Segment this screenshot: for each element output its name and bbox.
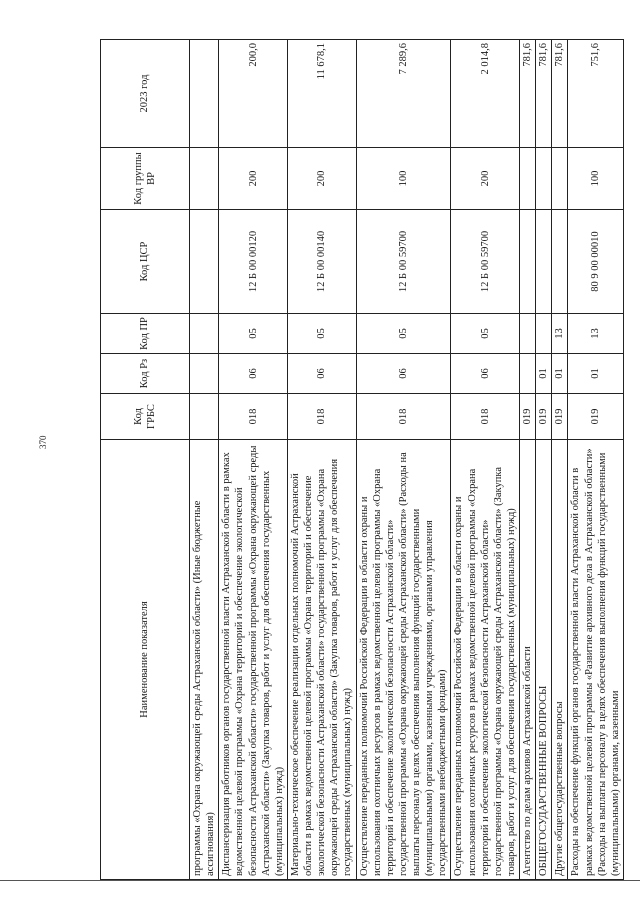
row-amount: 11 678,1 <box>287 40 356 148</box>
row-pr: 13 <box>552 314 568 354</box>
page-number: 370 <box>38 435 48 449</box>
row-vr <box>190 148 219 210</box>
row-rz: 01 <box>552 354 568 394</box>
row-csr <box>536 210 552 314</box>
row-csr: 80 9 00 00010 <box>568 210 624 314</box>
row-pr: 13 <box>568 314 624 354</box>
row-rz: 06 <box>356 354 451 394</box>
row-vr: 200 <box>219 148 288 210</box>
row-rz: 01 <box>536 354 552 394</box>
row-pr: 05 <box>451 314 520 354</box>
row-csr <box>520 210 536 314</box>
row-name: Другие общегосударственные вопросы <box>552 440 568 880</box>
row-grbs: 018 <box>356 394 451 440</box>
row-csr: 12 Б 00 59700 <box>451 210 520 314</box>
row-csr <box>552 210 568 314</box>
row-csr <box>190 210 219 314</box>
row-amount: 751,6 <box>568 40 624 148</box>
row-rz: 06 <box>451 354 520 394</box>
scan-edge-line <box>0 880 640 881</box>
row-name: программы «Охрана окружающей среды Астраханской области» (Иные бюджетные ассигнования) <box>190 440 219 880</box>
row-csr: 12 Б 00 00140 <box>287 210 356 314</box>
row-name: Агентство по делам архивов Астраханской области <box>520 440 536 880</box>
row-name: Диспансеризация работников органов государственной власти Астраханской области в рамках ведомственной целевой программы «Охрана территорий и обеспечение экологической безопасности Астраханской области» государственной программы «Охрана окружающей среды Астраханской области» (Закупка товаров, работ и услуг для обеспечения государственных (муниципальных) нужд) <box>219 440 288 880</box>
budget-table <box>100 39 624 880</box>
row-name: Расходы на обеспечение функций органов государственной власти Астраханской области в рамках ведомственной целевой программы «Развитие архивного дела в Астраханской области» (Расходы на выплаты персоналу в целях обеспечения выполнения функций государственными (муниципальными) органами, казенными <box>568 440 624 880</box>
row-amount: 7 289,6 <box>356 40 451 148</box>
row-vr: 100 <box>356 148 451 210</box>
row-amount: 200,0 <box>219 40 288 148</box>
table-header-row <box>101 40 190 880</box>
header-pr: Код ПР <box>101 314 190 354</box>
row-csr: 12 Б 00 00120 <box>219 210 288 314</box>
row-rz <box>190 354 219 394</box>
row-pr <box>520 314 536 354</box>
row-rz: 06 <box>219 354 288 394</box>
row-name: ОБЩЕГОСУДАРСТВЕННЫЕ ВОПРОСЫ <box>536 440 552 880</box>
table-row <box>356 40 451 880</box>
table-row <box>287 40 356 880</box>
row-vr <box>520 148 536 210</box>
table-row <box>451 40 520 880</box>
table-row <box>520 40 536 880</box>
row-grbs: 019 <box>568 394 624 440</box>
header-csr: Код ЦСР <box>101 210 190 314</box>
row-grbs: 019 <box>552 394 568 440</box>
table-row <box>568 40 624 880</box>
row-pr: 05 <box>356 314 451 354</box>
row-vr: 200 <box>451 148 520 210</box>
row-grbs: 019 <box>520 394 536 440</box>
header-name: Наименование показателя <box>101 440 190 880</box>
row-grbs: 019 <box>536 394 552 440</box>
row-rz <box>520 354 536 394</box>
table-row <box>190 40 219 880</box>
row-vr <box>536 148 552 210</box>
table-row <box>552 40 568 880</box>
rotated-table-container <box>100 40 621 880</box>
row-grbs <box>190 394 219 440</box>
row-rz: 06 <box>287 354 356 394</box>
row-grbs: 018 <box>287 394 356 440</box>
row-grbs: 018 <box>451 394 520 440</box>
row-name: Осуществление переданных полномочий Российской Федерации в области охраны и использования охотничьих ресурсов в рамках ведомственной целевой программы «Охрана территорий и обеспечение экологической безопасности Астраханской области» государственной программы «Охрана окружающей среды Астраханской области» (Расходы на выплаты персоналу в целях обеспечения выполнения функций государственными (муниципальными) органами, казенными учреждениями, органами управления государственными внебюджетными фондами) <box>356 440 451 880</box>
row-grbs: 018 <box>219 394 288 440</box>
row-vr: 100 <box>568 148 624 210</box>
row-pr <box>190 314 219 354</box>
row-rz: 01 <box>568 354 624 394</box>
header-vr: Код группы ВР <box>101 148 190 210</box>
row-amount <box>190 40 219 148</box>
row-amount: 781,6 <box>552 40 568 148</box>
table-row <box>219 40 288 880</box>
row-vr <box>552 148 568 210</box>
row-amount: 781,6 <box>520 40 536 148</box>
row-amount: 781,6 <box>536 40 552 148</box>
row-pr: 05 <box>219 314 288 354</box>
header-grbs: Код ГРБС <box>101 394 190 440</box>
row-amount: 2 014,8 <box>451 40 520 148</box>
row-pr <box>536 314 552 354</box>
row-vr: 200 <box>287 148 356 210</box>
row-name: Осуществление переданных полномочий Российской Федерации в области охраны и использования охотничьих ресурсов в рамках ведомственной целевой программы «Охрана территорий и обеспечение экологической безопасности Астраханской области» государственной программы «Охрана окружающей среды Астраханской области» (Закупка товаров, работ и услуг для обеспечения государственных (муниципальных) нужд) <box>451 440 520 880</box>
header-amount: 2023 год <box>101 40 190 148</box>
row-name: Материально-техническое обеспечение реализации отдельных полномочий Астраханской области в рамках ведомственной целевой программы «Охрана территорий и обеспечение экологической безопасности Астраханской области» государственной программы «Охрана окружающей среды Астраханской области» (Закупка товаров, работ и услуг для обеспечения государственных (муниципальных) нужд) <box>287 440 356 880</box>
row-pr: 05 <box>287 314 356 354</box>
table-row <box>536 40 552 880</box>
row-csr: 12 Б 00 59700 <box>356 210 451 314</box>
header-rz: Код Рз <box>101 354 190 394</box>
